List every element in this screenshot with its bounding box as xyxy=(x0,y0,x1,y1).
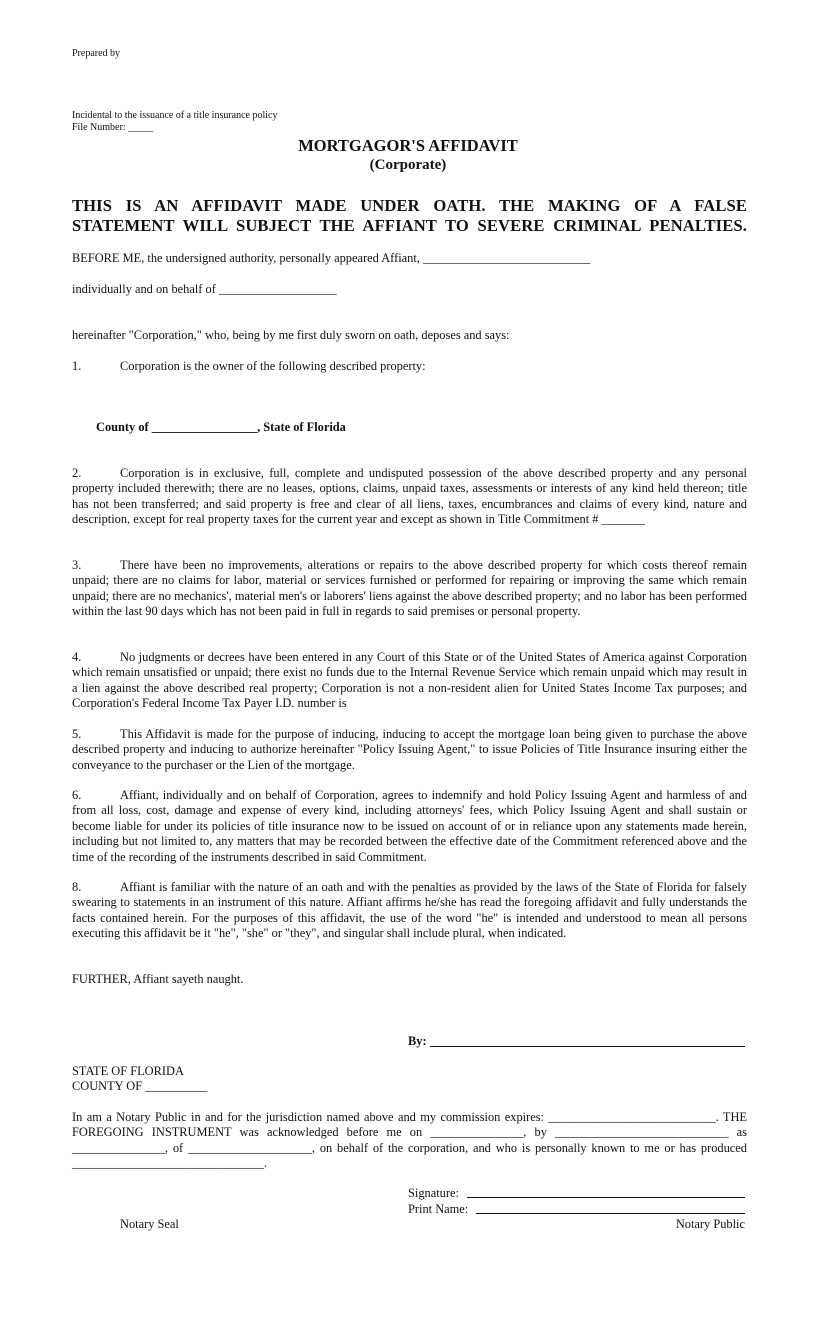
paragraph-1-number: 1. xyxy=(72,359,82,373)
file-number xyxy=(72,122,153,133)
paragraph-2 xyxy=(72,466,747,528)
paragraph-3-number: 3. xyxy=(72,558,82,572)
on-behalf-line: individually and on behalf of ___________________ xyxy=(72,282,337,296)
before-me-line: BEFORE ME, the undersigned authority, personally appeared Affiant, ___________________________ xyxy=(72,251,591,265)
paragraph-8 xyxy=(72,880,747,942)
print-name-line[interactable] xyxy=(476,1213,745,1214)
by-label: By: xyxy=(408,1034,427,1048)
paragraph-1-text: Corporation is the owner of the following described property: xyxy=(120,359,426,373)
paragraph-2-number: 2. xyxy=(72,466,82,480)
incidental-note: Incidental to the issuance of a title insurance policy xyxy=(72,110,278,121)
document-subtitle: (Corporate) xyxy=(369,157,447,173)
paragraph-4 xyxy=(72,650,747,712)
paragraph-2-text: Corporation is in exclusive, full, complete and undisputed possession of the above described property and any personal property included therewith; there are no leases, options, claims, unpaid taxes, assessments or interests of any kind held thereon; title has not been transferred; and said property is free and clear of all liens, taxes, encumbrances and claims of every kind, nature and description, except for real property taxes for the current year and except as shown in Title Commitment # _______ xyxy=(72,466,747,527)
hereinafter-line: hereinafter "Corporation," who, being by me first duly sworn on oath, deposes and says: xyxy=(72,328,510,342)
paragraph-3-text: There have been no improvements, alterations or repairs to the above described property for which costs thereof remain unpaid; there are no claims for labor, material or services furnished or performed for repairing or improving the same which remain unpaid; there are no mechanics', material men's or laborers' liens against the above described property; and no labor has been performed within the last 90 days which has not been paid in full in regards to said premises or personal property. xyxy=(72,558,747,619)
paragraph-5-text: This Affidavit is made for the purpose of inducing, inducing to accept the mortgage loan being given to purchase the above described property and inducing to authorize hereinafter "Policy Issuing Agent," to issue Policies of Title Insurance insuring either the conveyance to the purchaser or the Lien of the mortgage. xyxy=(72,727,747,772)
paragraph-8-number: 8. xyxy=(72,880,82,894)
notary-public-label: Notary Public xyxy=(675,1217,745,1231)
paragraph-3 xyxy=(72,558,747,620)
county-state-line: County of _________________, State of Florida xyxy=(96,420,346,434)
signature-label: Signature: xyxy=(408,1186,459,1200)
notary-paragraph: In am a Notary Public in and for the jurisdiction named above and my commission expires: ___________________________. THE FOREGOING INSTRUMENT was acknowledged before me on _______________, by ____________________________ as _______________, of ____________________, on behalf of the corporation, and who is personally known to me or has produced _______________________________. xyxy=(72,1110,747,1171)
paragraph-6-text: Affiant, individually and on behalf of Corporation, agrees to indemnify and hold Policy Issuing Agent and harmless of and from all loss, cost, damage and expense of every kind, including attorneys' fees, which Policy Issuing Agent and shall sustain or become liable for under its policies of title insurance now to be issued on account of or in reliance upon any statements made herein, including but not limited to, any matters that may be recorded between the effective date of the Commitment referenced above and the time of the recording of the instruments described in said Commitment. xyxy=(72,788,747,864)
notary-seal-label: Notary Seal xyxy=(120,1217,179,1231)
paragraph-5 xyxy=(72,727,747,773)
warning-line-2: STATEMENT WILL SUBJECT THE AFFIANT TO SEVERE CRIMINAL PENALTIES. xyxy=(72,216,747,235)
paragraph-6 xyxy=(72,788,747,865)
state-line: STATE OF FLORIDA xyxy=(72,1064,184,1078)
paragraph-6-number: 6. xyxy=(72,788,82,802)
prepared-by-label: Prepared by xyxy=(72,48,121,59)
signature-line[interactable] xyxy=(467,1197,745,1198)
file-number-blank[interactable]: _____ xyxy=(128,122,154,133)
file-number-label: File Number: xyxy=(72,122,126,133)
by-signature-line[interactable] xyxy=(430,1046,745,1047)
paragraph-1 xyxy=(72,359,426,374)
further-statement: FURTHER, Affiant sayeth naught. xyxy=(72,972,244,986)
paragraph-4-number: 4. xyxy=(72,650,82,664)
paragraph-5-number: 5. xyxy=(72,727,82,741)
county-line: COUNTY OF __________ xyxy=(72,1079,208,1093)
warning-line-1: THIS IS AN AFFIDAVIT MADE UNDER OATH. THE MAKING OF A FALSE xyxy=(72,196,747,215)
paragraph-8-text: Affiant is familiar with the nature of an oath and with the penalties as provided by the laws of the State of Florida for falsely swearing to statements in an instrument of this nature. Affiant affirms he/she has read the foregoing affidavit and fully understands the facts contained herein. For the purposes of this affidavit, the use of the word "he" is intended and understood to mean all persons executing this affidavit be it "he", "she" or "they", and singular shall include plural, when indicated. xyxy=(72,880,747,941)
paragraph-4-text: No judgments or decrees have been entered in any Court of this State or of the United States of America against Corporation which remain unsatisfied or unpaid; there exist no funds due to the Internal Revenue Service which remain unpaid which may result in a lien against the above described real property; Corporation is not a non-resident alien for United States Income Tax purposes; and Corporation's Federal Income Tax Payer I.D. number is xyxy=(72,650,747,711)
document-title: MORTGAGOR'S AFFIDAVIT xyxy=(298,136,518,155)
print-name-label: Print Name: xyxy=(408,1202,469,1216)
